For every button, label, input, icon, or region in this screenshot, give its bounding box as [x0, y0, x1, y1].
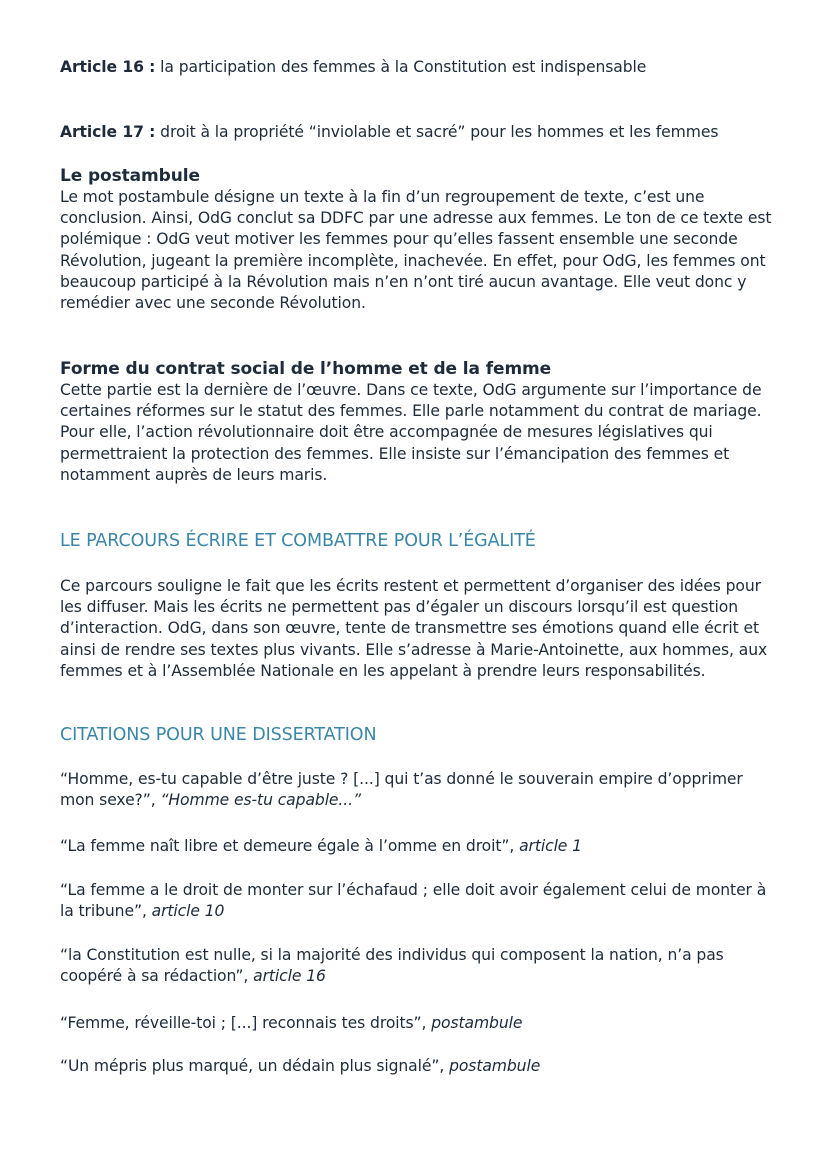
- citation-quote: “La femme naît libre et demeure égale à l’omme en droit”,: [60, 837, 520, 855]
- citations-title: CITATIONS POUR UNE DISSERTATION: [60, 725, 377, 745]
- citation-3: [60, 880, 772, 922]
- citation-2: [60, 836, 772, 857]
- citation-source: article 16: [253, 967, 326, 986]
- article-16-text: la participation des femmes à la Constitution est indispensable: [155, 58, 647, 76]
- citation-source: article 10: [151, 902, 225, 921]
- article-17-text: droit à la propriété “inviolable et sacré” pour les hommes et les femmes: [155, 123, 719, 141]
- contrat-section: [60, 358, 772, 486]
- citation-source: “Homme es-tu capable...”: [160, 791, 361, 810]
- citation-quote: “la Constitution est nulle, si la majorité des individus qui composent la nation, n’a pas coopéré à sa rédaction”,: [60, 946, 724, 986]
- citation-quote: “Homme, es-tu capable d’être juste ? [...] qui t’as donné le souverain empire d’opprimer mon sexe?”,: [60, 770, 743, 810]
- citation-quote: “La femme a le droit de monter sur l’échafaud ; elle doit avoir également celui de monter à la tribune”,: [60, 881, 767, 921]
- citation-quote: “Femme, réveille-toi ; [...] reconnais tes droits”,: [60, 1014, 432, 1032]
- citation-4: [60, 945, 772, 987]
- citation-source: postambule: [431, 1014, 523, 1032]
- contrat-heading: Forme du contrat social de l’homme et de la femme: [60, 359, 552, 379]
- postambule-body: Le mot postambule désigne un texte à la fin d’un regroupement de texte, c’est une conclusion. Ainsi, OdG conclut sa DDFC par une adresse aux femmes. Le ton de ce texte est polémique : OdG veut motiver les femmes pour qu’elles fassent ensemble une seconde Révolution, jugeant la première incomplète, inachevée. En effet, pour OdG, les femmes ont beaucoup participé à la Révolution mais n’en n’ont tiré aucun avantage. Elle veut donc y remédier avec une seconde Révolution.: [60, 188, 772, 313]
- postambule-section: [60, 165, 772, 314]
- postambule-heading: Le postambule: [60, 166, 200, 186]
- article-17: [60, 122, 772, 143]
- citation-quote: “Un mépris plus marqué, un dédain plus signalé”,: [60, 1057, 450, 1075]
- parcours-title: LE PARCOURS ÉCRIRE ET COMBATTRE POUR L’ÉGALITÉ: [60, 531, 536, 551]
- contrat-body: Cette partie est la dernière de l’œuvre. Dans ce texte, OdG argumente sur l’importance de certaines réformes sur le statut des femmes. Elle parle notamment du contrat de mariage. Pour elle, l’action révolutionnaire doit être accompagnée de mesures législatives qui permettraient la protection des femmes. Elle insiste sur l’émancipation des femmes et notamment auprès de leurs maris.: [60, 381, 762, 484]
- citation-source: postambule: [449, 1057, 541, 1075]
- citation-6: [60, 1056, 772, 1077]
- article-17-label: Article 17 :: [60, 123, 156, 141]
- citation-5: [60, 1013, 772, 1034]
- article-16-label: Article 16 :: [60, 58, 156, 76]
- parcours-body: Ce parcours souligne le fait que les écrits restent et permettent d’organiser des idées pour les diffuser. Mais les écrits ne permettent pas d’égaler un discours lorsqu’il est question d’interaction. OdG, dans son œuvre, tente de transmettre ses émotions quand elle écrit et ainsi de rendre ses textes plus vivants. Elle s’adresse à Marie-Antoinette, aux hommes, aux femmes et à l’Assemblée Nationale en les appelant à prendre leurs responsabilités.: [60, 577, 768, 680]
- citation-1: [60, 769, 772, 811]
- article-16: [60, 57, 772, 78]
- citation-source: article 1: [519, 837, 582, 855]
